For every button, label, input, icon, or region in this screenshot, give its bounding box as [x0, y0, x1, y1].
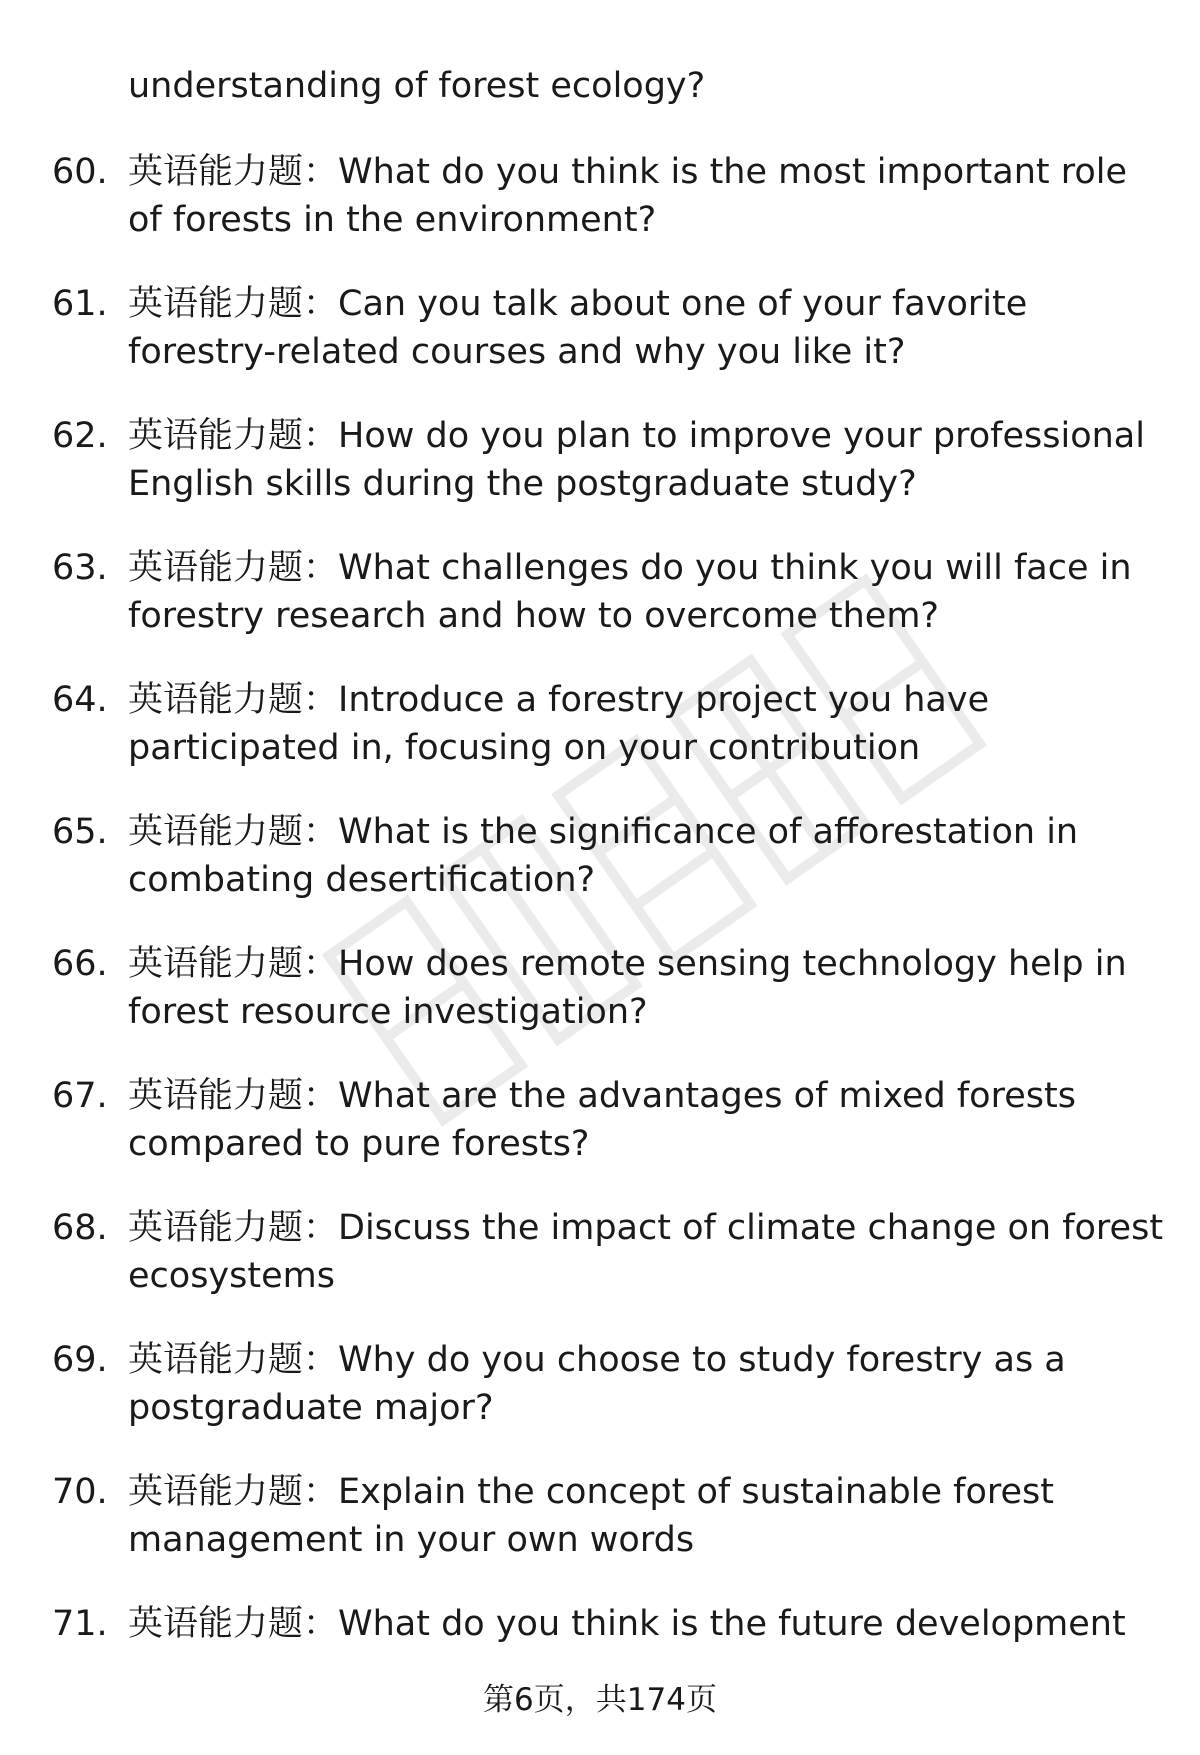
- question-text-line: 英语能力题：What do you think is the most important role: [128, 152, 1128, 192]
- question-item: [0, 676, 1200, 808]
- question-item: [0, 280, 1200, 412]
- question-item: [0, 148, 1200, 280]
- question-text: [128, 544, 1168, 640]
- question-item: [0, 808, 1200, 940]
- question-text-line: combating desertification?: [128, 860, 596, 900]
- question-text: [128, 1468, 1168, 1564]
- question-text: [128, 676, 1168, 772]
- question-text-line: compared to pure forests?: [128, 1124, 590, 1164]
- question-number: 60.: [52, 152, 108, 192]
- question-text-line: 英语能力题：What is the significance of afforestation in: [128, 812, 1079, 852]
- question-text-line: 英语能力题：What challenges do you think you will face in: [128, 548, 1132, 588]
- question-text: [128, 1072, 1168, 1168]
- question-item: [0, 1336, 1200, 1468]
- question-number: 71.: [52, 1604, 108, 1644]
- question-text: [128, 412, 1168, 508]
- question-text: [128, 940, 1168, 1036]
- question-list: [0, 148, 1200, 1732]
- question-text: [128, 1336, 1168, 1432]
- question-number: 61.: [52, 284, 108, 324]
- question-text: [128, 808, 1168, 904]
- question-text-line: 英语能力题：How does remote sensing technology help in: [128, 944, 1127, 984]
- question-item: [0, 1468, 1200, 1600]
- question-text-line: management in your own words: [128, 1520, 695, 1560]
- question-number: 66.: [52, 944, 108, 984]
- question-number: 67.: [52, 1076, 108, 1116]
- question-item: [0, 544, 1200, 676]
- question-text-line: forest resource investigation?: [128, 992, 648, 1032]
- question-number: 64.: [52, 680, 108, 720]
- question-text: [128, 1600, 1168, 1648]
- question-number: 65.: [52, 812, 108, 852]
- question-item: [0, 1072, 1200, 1204]
- question-text: [128, 148, 1168, 244]
- question-text-line: English skills during the postgraduate study?: [128, 464, 917, 504]
- question-text-line: forestry-related courses and why you like it?: [128, 332, 906, 372]
- question-item: [0, 412, 1200, 544]
- question-number: 63.: [52, 548, 108, 588]
- question-text-line: 英语能力题：Why do you choose to study forestry as a: [128, 1340, 1066, 1380]
- question-text-line: participated in, focusing on your contribution: [128, 728, 921, 768]
- question-number: 62.: [52, 416, 108, 456]
- question-number: 70.: [52, 1472, 108, 1512]
- question-text-line: ecosystems: [128, 1256, 335, 1296]
- question-text: [128, 1204, 1168, 1300]
- question-text-line: 英语能力题：How do you plan to improve your professional: [128, 416, 1145, 456]
- question-text-line: forestry research and how to overcome them?: [128, 596, 939, 636]
- question-text-line: 英语能力题：What are the advantages of mixed forests: [128, 1076, 1076, 1116]
- question-text-line: 英语能力题：Introduce a forestry project you have: [128, 680, 990, 720]
- question-text-line: postgraduate major?: [128, 1388, 494, 1428]
- continued-question-text: understanding of forest ecology?: [128, 66, 706, 106]
- page-number: 第6页，共174页: [483, 1682, 717, 1718]
- question-number: 68.: [52, 1208, 108, 1248]
- question-number: 69.: [52, 1340, 108, 1380]
- question-item: [0, 1204, 1200, 1336]
- question-text-line: 英语能力题：Explain the concept of sustainable forest: [128, 1472, 1054, 1512]
- question-text-line: 英语能力题：What do you think is the future development: [128, 1604, 1126, 1644]
- question-text: [128, 280, 1168, 376]
- question-text-line: 英语能力题：Can you talk about one of your favorite: [128, 284, 1028, 324]
- question-text-line: of forests in the environment?: [128, 200, 657, 240]
- question-item: [0, 940, 1200, 1072]
- question-text-line: 英语能力题：Discuss the impact of climate change on forest: [128, 1208, 1164, 1248]
